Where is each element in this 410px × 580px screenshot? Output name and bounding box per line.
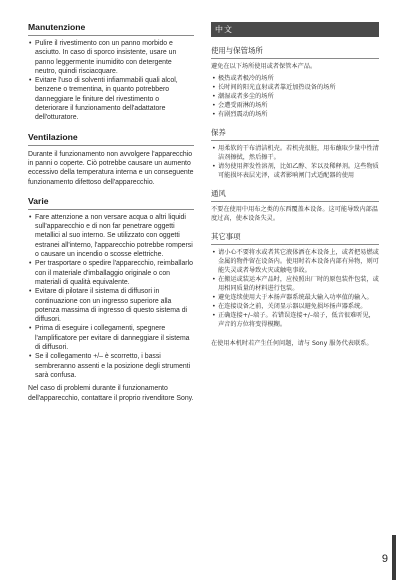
list-item: • 用柔软的干布清洁机壳。若机壳很脏，用布蘸取少量中性清洁剂擦拭，然后擦干。 <box>218 144 379 162</box>
varie-list <box>28 213 194 380</box>
section-maintenance <box>211 127 379 180</box>
list-item: • 在搬运或装运本产品时，应按照出厂时的原包装件包装，或用相同质量的材料进行包装。 <box>218 275 379 293</box>
ventilazione-text: Durante il funzionamento non avvolgere l'apparecchio in panni o coperte. Ciò potrebbe causare un aumento eccessivo della temperatura interna e un conseguente funzionamento difettoso dell'apparecchio. <box>28 150 194 186</box>
section-other <box>211 231 379 348</box>
heading-varie: Varie <box>28 196 194 210</box>
section-ventilazione <box>28 132 194 187</box>
heading-ventilazione: Ventilazione <box>28 132 194 146</box>
section-storage <box>211 45 379 119</box>
language-banner: 中文 <box>211 22 379 37</box>
list-item: • Evitare l'uso di solventi infiammabili quali alcol, benzene o trementina, in quanto potrebbero danneggiare le finiture del rivestimento o deteriorare il funzionamento dell'adattatore dell'otturatore. <box>35 76 194 122</box>
section-ventilation <box>211 188 379 223</box>
varie-closing: Nel caso di problemi durante il funzionamento dell'apparecchio, contattare il proprio rivenditore Sony. <box>28 385 194 402</box>
page-edge-marker <box>392 535 396 580</box>
list-item: • Per trasportare o spedire l'apparecchio, reimballarlo con il materiale d'imballaggio originale o con materiali di qualità equivalente. <box>35 259 194 287</box>
other-list <box>211 248 379 329</box>
manutenzione-list <box>28 39 194 123</box>
list-item: • 在连接设备之前，关闭显示器以避免损坏扬声器系统。 <box>218 302 379 311</box>
section-varie <box>28 196 194 403</box>
list-item: • 避免连续使用大于本扬声器系统最大输入功率值的输入。 <box>218 293 379 302</box>
storage-list <box>211 74 379 119</box>
list-item: • 长时间的阳光直射或者靠近加热设备的场所 <box>218 83 379 92</box>
heading-maintenance: 保养 <box>211 127 379 141</box>
list-item: • 请小心不要将水或者其它液体洒在本设备上，或者把易燃或金属的物件留在设备内。使用时若本设备内部有异物，则可能失灵或者导致火灾或触电事故。 <box>218 248 379 275</box>
maintenance-list <box>211 144 379 180</box>
list-item: • 有剧烈震动的场所 <box>218 110 379 119</box>
heading-storage: 使用与保管场所 <box>211 45 379 59</box>
chinese-column <box>211 22 379 348</box>
list-item: • Prima di eseguire i collegamenti, spegnere l'amplificatore per evitare di danneggiare il sistema di diffusori. <box>35 324 194 352</box>
ventilation-text: 不要在使用中用布之类的东西覆盖本设备。这可能导致内部温度过高，使本设备失灵。 <box>211 206 379 222</box>
list-item: • Fare attenzione a non versare acqua o altri liquidi sull'apparecchio e di non far penetrare oggetti metallici al suo interno. Se utilizzato con oggetti estranei all'interno, l'apparecchio potrebbe rompersi o causare un incendio o scosse elettriche. <box>35 213 194 259</box>
list-item: • Pulire il rivestimento con un panno morbido e asciutto. In caso di sporco insistente, usare un panno leggermente inumidito con detergente neutro, quindi risciacquare. <box>35 39 194 76</box>
heading-ventilation: 通风 <box>211 188 379 202</box>
list-item: • Se il collegamento +/– è scorretto, i bassi sembreranno assenti e la posizione degli strumenti sarà confusa. <box>35 352 194 380</box>
page-number: 9 <box>381 553 388 565</box>
list-item: • 正确连接+/–端子。若错误连接+/–端子，低音很难听见，声音的方位将变得模糊。 <box>218 311 379 329</box>
storage-intro: 避免在以下场所使用或者保管本产品。 <box>211 63 317 70</box>
section-manutenzione <box>28 22 194 123</box>
list-item: • 会遭受雨淋的场所 <box>218 101 379 110</box>
list-item: • 潮湿或者多尘的场所 <box>218 92 379 101</box>
list-item: • Evitare di pilotare il sistema di diffusori in continuazione con un ingresso superiore alla potenza massima di ingresso di questo sistema di diffusori. <box>35 287 194 324</box>
other-closing: 在使用本机时若产生任何问题，请与 Sony 服务代表联系。 <box>211 340 373 347</box>
list-item: • 请勿使用挥发性溶剂，比如乙醇、苯以及稀释剂。这些物质可能损坏表层光泽，或者影响闸门式适配器的使用 <box>218 162 379 180</box>
heading-other: 其它事项 <box>211 231 379 245</box>
italian-column <box>28 22 194 412</box>
list-item: • 极热或者极冷的场所 <box>218 74 379 83</box>
heading-manutenzione: Manutenzione <box>28 22 194 36</box>
